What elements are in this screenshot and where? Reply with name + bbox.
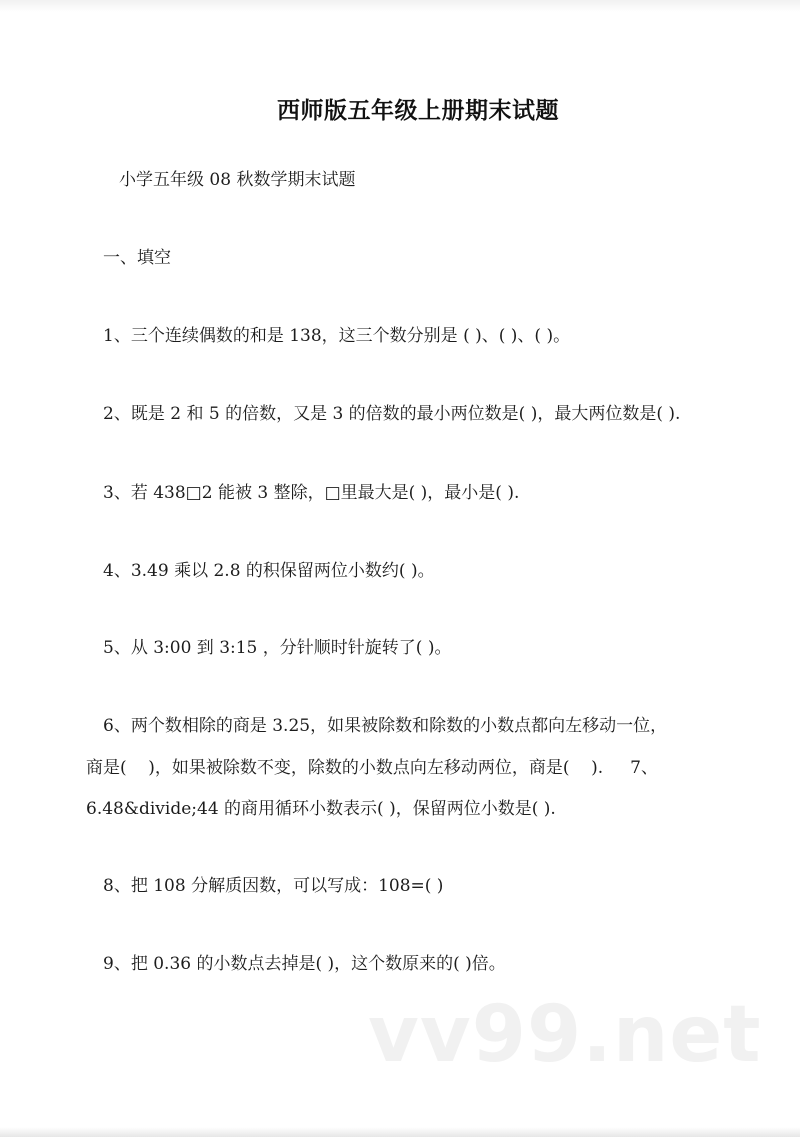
- document-title: 西师版五年级上册期末试题: [277, 98, 559, 124]
- question-5: 5、从 3:00 到 3:15 ，分针顺时针旋转了( )。: [103, 638, 452, 658]
- question-2: 2、既是 2 和 5 的倍数，又是 3 的倍数的最小两位数是( )，最大两位数是( ).: [103, 404, 681, 424]
- section-heading: 一、填空: [103, 248, 171, 268]
- question-4: 4、3.49 乘以 2.8 的积保留两位小数约( )。: [103, 561, 435, 581]
- question-6-line-2: 商是( )，如果被除数不变，除数的小数点向左移动两位，商是( ). 7、: [86, 758, 658, 778]
- question-9: 9、把 0.36 的小数点去掉是( )，这个数原来的( )倍。: [103, 954, 506, 974]
- watermark-text: vv99.net: [368, 990, 762, 1080]
- question-8: 8、把 108 分解质因数，可以写成：108=( ): [103, 876, 444, 896]
- question-3: 3、若 438□2 能被 3 整除，□里最大是( )，最小是( ).: [103, 483, 520, 503]
- question-7: 6.48&divide;44 的商用循环小数表示( )，保留两位小数是( ).: [86, 799, 556, 819]
- document-subtitle: 小学五年级 08 秋数学期末试题: [119, 170, 356, 190]
- question-6-line-1: 6、两个数相除的商是 3.25，如果被除数和除数的小数点都向左移动一位，: [103, 716, 668, 736]
- page-top-edge: [0, 0, 800, 12]
- question-1: 1、三个连续偶数的和是 138，这三个数分别是 ( )、( )、( )。: [103, 326, 571, 346]
- page-bottom-edge: [0, 1127, 800, 1137]
